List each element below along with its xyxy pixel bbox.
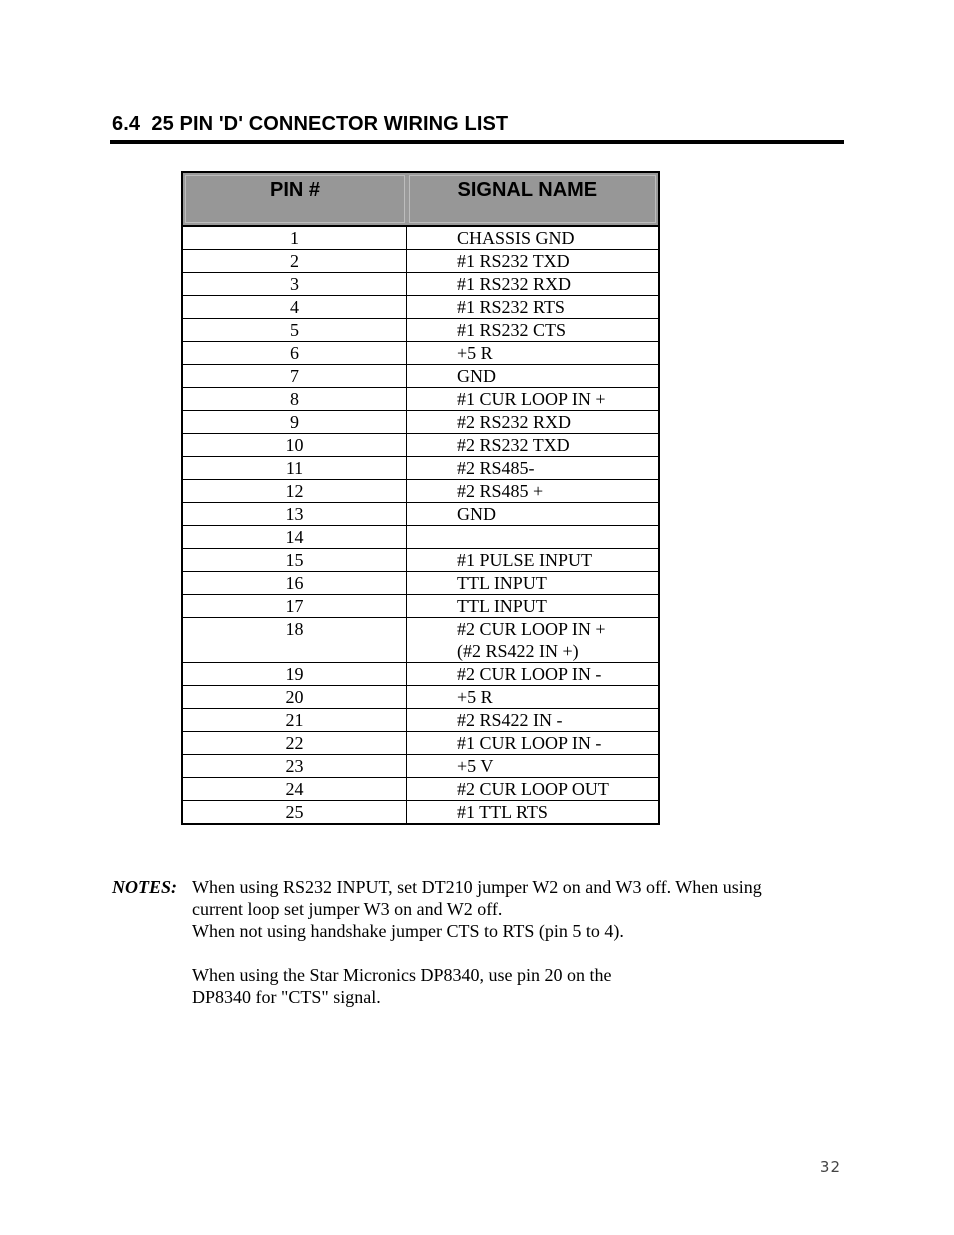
pin-column-header: PIN # [182, 172, 407, 226]
pin-number-cell: 5 [182, 319, 407, 342]
signal-name: #1 RS232 CTS [457, 320, 567, 340]
signal-name: TTL INPUT [457, 573, 547, 593]
pin-number-cell: 2 [182, 250, 407, 273]
signal-name-cell [407, 319, 660, 342]
pin-number-cell: 6 [182, 342, 407, 365]
notes [112, 876, 832, 1008]
table-row [182, 801, 659, 825]
table-row [182, 273, 659, 296]
signal-name-cell [407, 663, 660, 686]
pin-number-cell: 20 [182, 686, 407, 709]
signal-name-cell [407, 342, 660, 365]
signal-name-cell [407, 778, 660, 801]
signal-name: #2 RS485- [457, 458, 535, 478]
signal-name: +5 R [457, 343, 493, 363]
notes-line: DP8340 for "CTS" signal. [192, 987, 381, 1007]
pin-number-cell: 19 [182, 663, 407, 686]
signal-name-cell [407, 480, 660, 503]
signal-name-cell [407, 411, 660, 434]
signal-name: #2 CUR LOOP IN - [457, 664, 602, 684]
notes-spacer [112, 942, 832, 964]
signal-name-cell [407, 250, 660, 273]
page-number: 32 [819, 1158, 841, 1176]
pin-number-cell: 8 [182, 388, 407, 411]
signal-name: #2 RS485 + [457, 481, 544, 501]
signal-name: #2 RS232 TXD [457, 435, 570, 455]
notes-line: current loop set jumper W3 on and W2 off. [192, 899, 503, 919]
notes-first-line [112, 876, 832, 898]
table-row [182, 618, 659, 663]
signal-name: GND [457, 366, 496, 386]
signal-name: #2 CUR LOOP IN + [457, 619, 606, 639]
pin-number-cell: 23 [182, 755, 407, 778]
signal-name: #2 RS422 IN - [457, 710, 563, 730]
table-row [182, 365, 659, 388]
table-row [182, 342, 659, 365]
signal-name-cell [407, 365, 660, 388]
table-row [182, 250, 659, 273]
pin-number-cell: 14 [182, 526, 407, 549]
title-rule [110, 140, 844, 144]
pin-number-cell: 9 [182, 411, 407, 434]
table-row [182, 686, 659, 709]
table-row [182, 319, 659, 342]
pin-number-cell: 10 [182, 434, 407, 457]
signal-name-cell [407, 503, 660, 526]
signal-name-cell [407, 388, 660, 411]
signal-name-cell [407, 457, 660, 480]
signal-column-header: SIGNAL NAME [407, 172, 660, 226]
signal-name: #2 CUR LOOP OUT [457, 779, 609, 799]
pin-number-cell: 22 [182, 732, 407, 755]
signal-name: #1 CUR LOOP IN + [457, 389, 606, 409]
table-row [182, 732, 659, 755]
pin-number-cell: 17 [182, 595, 407, 618]
table-row [182, 411, 659, 434]
signal-name-cell [407, 755, 660, 778]
wiring-table [181, 171, 660, 825]
pin-number-cell: 1 [182, 226, 407, 250]
pin-number-cell: 7 [182, 365, 407, 388]
signal-name-cell [407, 595, 660, 618]
table-row [182, 549, 659, 572]
signal-name: #1 TTL RTS [457, 802, 548, 822]
signal-name: #1 RS232 RTS [457, 297, 565, 317]
pin-number-cell: 18 [182, 618, 407, 663]
signal-name: #1 RS232 TXD [457, 251, 570, 271]
table-row [182, 663, 659, 686]
signal-name: CHASSIS GND [457, 228, 575, 248]
notes-label: NOTES: [112, 877, 178, 897]
table-row [182, 526, 659, 549]
signal-name: #2 RS232 RXD [457, 412, 572, 432]
signal-name-cell [407, 434, 660, 457]
notes-line: When not using handshake jumper CTS to RTS (pin 5 to 4). [192, 921, 624, 941]
signal-name: +5 V [457, 756, 494, 776]
table-row [182, 434, 659, 457]
signal-name-cell [407, 572, 660, 595]
table-row [182, 572, 659, 595]
signal-name: TTL INPUT [457, 596, 547, 616]
signal-name: GND [457, 504, 496, 524]
signal-name: #1 RS232 RXD [457, 274, 572, 294]
table-row [182, 296, 659, 319]
pin-number-cell: 12 [182, 480, 407, 503]
signal-name-cell [407, 618, 660, 663]
table-row [182, 226, 659, 250]
pin-number-cell: 13 [182, 503, 407, 526]
section-title: 6.4 25 PIN 'D' CONNECTOR WIRING LIST [112, 113, 509, 135]
signal-name: #1 CUR LOOP IN - [457, 733, 602, 753]
signal-name-cell [407, 273, 660, 296]
pin-number-cell: 24 [182, 778, 407, 801]
signal-name-line2: (#2 RS422 IN +) [457, 641, 579, 661]
table-row [182, 755, 659, 778]
signal-name: +5 R [457, 687, 493, 707]
signal-name-cell [407, 526, 660, 549]
table-row [182, 778, 659, 801]
notes-line: When using RS232 INPUT, set DT210 jumper W2 on and W3 off. When using [192, 877, 762, 897]
table-row [182, 503, 659, 526]
pin-number-cell: 15 [182, 549, 407, 572]
signal-name-cell [407, 732, 660, 755]
table-body [182, 226, 659, 824]
table-row [182, 709, 659, 732]
signal-name-cell [407, 226, 660, 250]
pin-number-cell: 16 [182, 572, 407, 595]
signal-name: #1 PULSE INPUT [457, 550, 593, 570]
pin-number-cell: 11 [182, 457, 407, 480]
signal-name-cell [407, 296, 660, 319]
pin-number-cell: 21 [182, 709, 407, 732]
pin-number-cell: 4 [182, 296, 407, 319]
signal-name-cell [407, 549, 660, 572]
table-row [182, 457, 659, 480]
pin-number-cell: 3 [182, 273, 407, 296]
table-header-row [182, 172, 659, 226]
table-row [182, 595, 659, 618]
pin-number-cell: 25 [182, 801, 407, 825]
table-row [182, 388, 659, 411]
signal-name-cell [407, 801, 660, 825]
signal-name-cell [407, 686, 660, 709]
table-row [182, 480, 659, 503]
signal-name-cell [407, 709, 660, 732]
notes-line: When using the Star Micronics DP8340, use pin 20 on the [192, 965, 612, 985]
